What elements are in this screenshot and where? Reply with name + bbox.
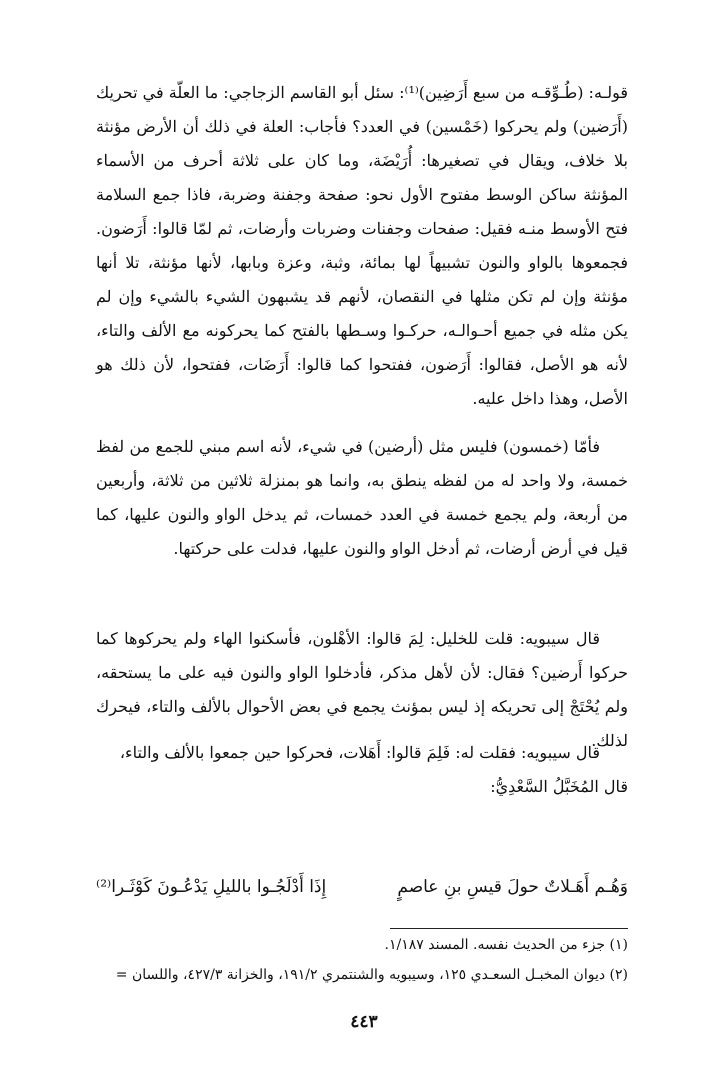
poet-attribution: قال المُخَبَّلُ السَّعْدِيُّ: [490,777,628,796]
footnote-2: (٢) ديوان المخبـل السعـدي ١٢٥، وسيبويه والشنتمري ١٩١/٢، والخزانة ٤٢٧/٣، واللسان = [115,967,628,983]
footnote-divider [390,928,628,929]
paragraph-sibawayh-ahalat [96,736,628,804]
page-number: ٤٤٣ [350,1012,378,1032]
poetry-verse [96,870,628,904]
paragraph-text: قولـه: (طُـوِّقـه من سبع أَرَضِين)⁽¹⁾: سئل أبو القاسم الزجاجي: ما العلّة في تحريك (أَرَضين) ولم يحركوا (خَمْسين) في العدد؟ فأجاب: العلة في ذلك أن الأرض مؤنثة بلا خلاف، ويقال في تصغيرها: أُرَيْضَة، وما كان على ثلاثة أحرف من الأسماء المؤنثة ساكن الوسط مفتوح الأول نحو: صفحة وجفنة وضربة، فاذا جمع السلامة فتح الأوسط منـه فقيل: صفحات وجفنات وضربات وأرضات، ثم لمّا قالوا: أَرَضون. فجمعوها بالواو والنون تشبيهاً لها بمائة، وثبة، وعزة وبابها، لأنها مؤنثة، تلا أنها مؤنثة وإن لم تكن مثلها في النقصان، لأنهم قد يشبهون الشيء بالشيء وإن لم يكن مثله في جميع أحـوالـه، حركـوا وسـطها بالفتح كما يحركونه مع الألف والتاء، لأنه هو الأصل، فقالوا: أَرَضون، ففتحوا كما قالوا: أَرَضَات، ففتحوا، لأن ذلك هو الأصل، وهذا داخل عليه. [96,83,629,408]
paragraph-arady-plural [96,76,628,416]
paragraph-text: قال سيبويه: فقلت له: فَلِمَ قالوا: أَهَلات، فحركوا حين جمعوا بالألف والتاء، [119,743,600,762]
verse-second-hemistich: إِذَا أَدْلَجُـوا بالليلِ يَدْعُـونَ كَوْثَـرا⁽²⁾ [96,877,327,897]
paragraph-text: فأمّا (خمسون) فليس مثل (أرضين) في شيء، لأنه اسم مبني للجمع من لفظ خمسة، ولا واحد له من لفظه ينطق به، وانما هو بمنزلة ثلاثين من ثلاثة، وأربعين من أربعة، ولم يجمع خمسة في العدد خمسات، ثم يدخل الواو والنون عليها، كما قيل في أرض أرضات، ثم أدخل الواو والنون عليها، فدلت على حركتها. [96,437,628,558]
paragraph-text: قال سيبويه: قلت للخليل: لِمَ قالوا: الأهْلون، فأسكنوا الهاء ولم يحركوها كما حركوا أَرضين؟ فقال: لأن لأهل مذكر، فأدخلوا الواو والنون فيه على ما يستحقه، ولم يُحْتَجْ إلى تحريكه إذ ليس بمؤنث يجمع في بعض الأحوال بالألف والتاء، فيحرك لذلك. [96,629,628,750]
footnote-1: (١) جزء من الحديث نفسه. المسند ١/١٨٧. [384,937,628,953]
verse-first-hemistich: وَهُـم أَهَـلاتٌ حولَ قيسِ بنِ عاصمٍ [397,877,628,897]
paragraph-khamsun [96,430,628,566]
footnotes [96,930,628,990]
